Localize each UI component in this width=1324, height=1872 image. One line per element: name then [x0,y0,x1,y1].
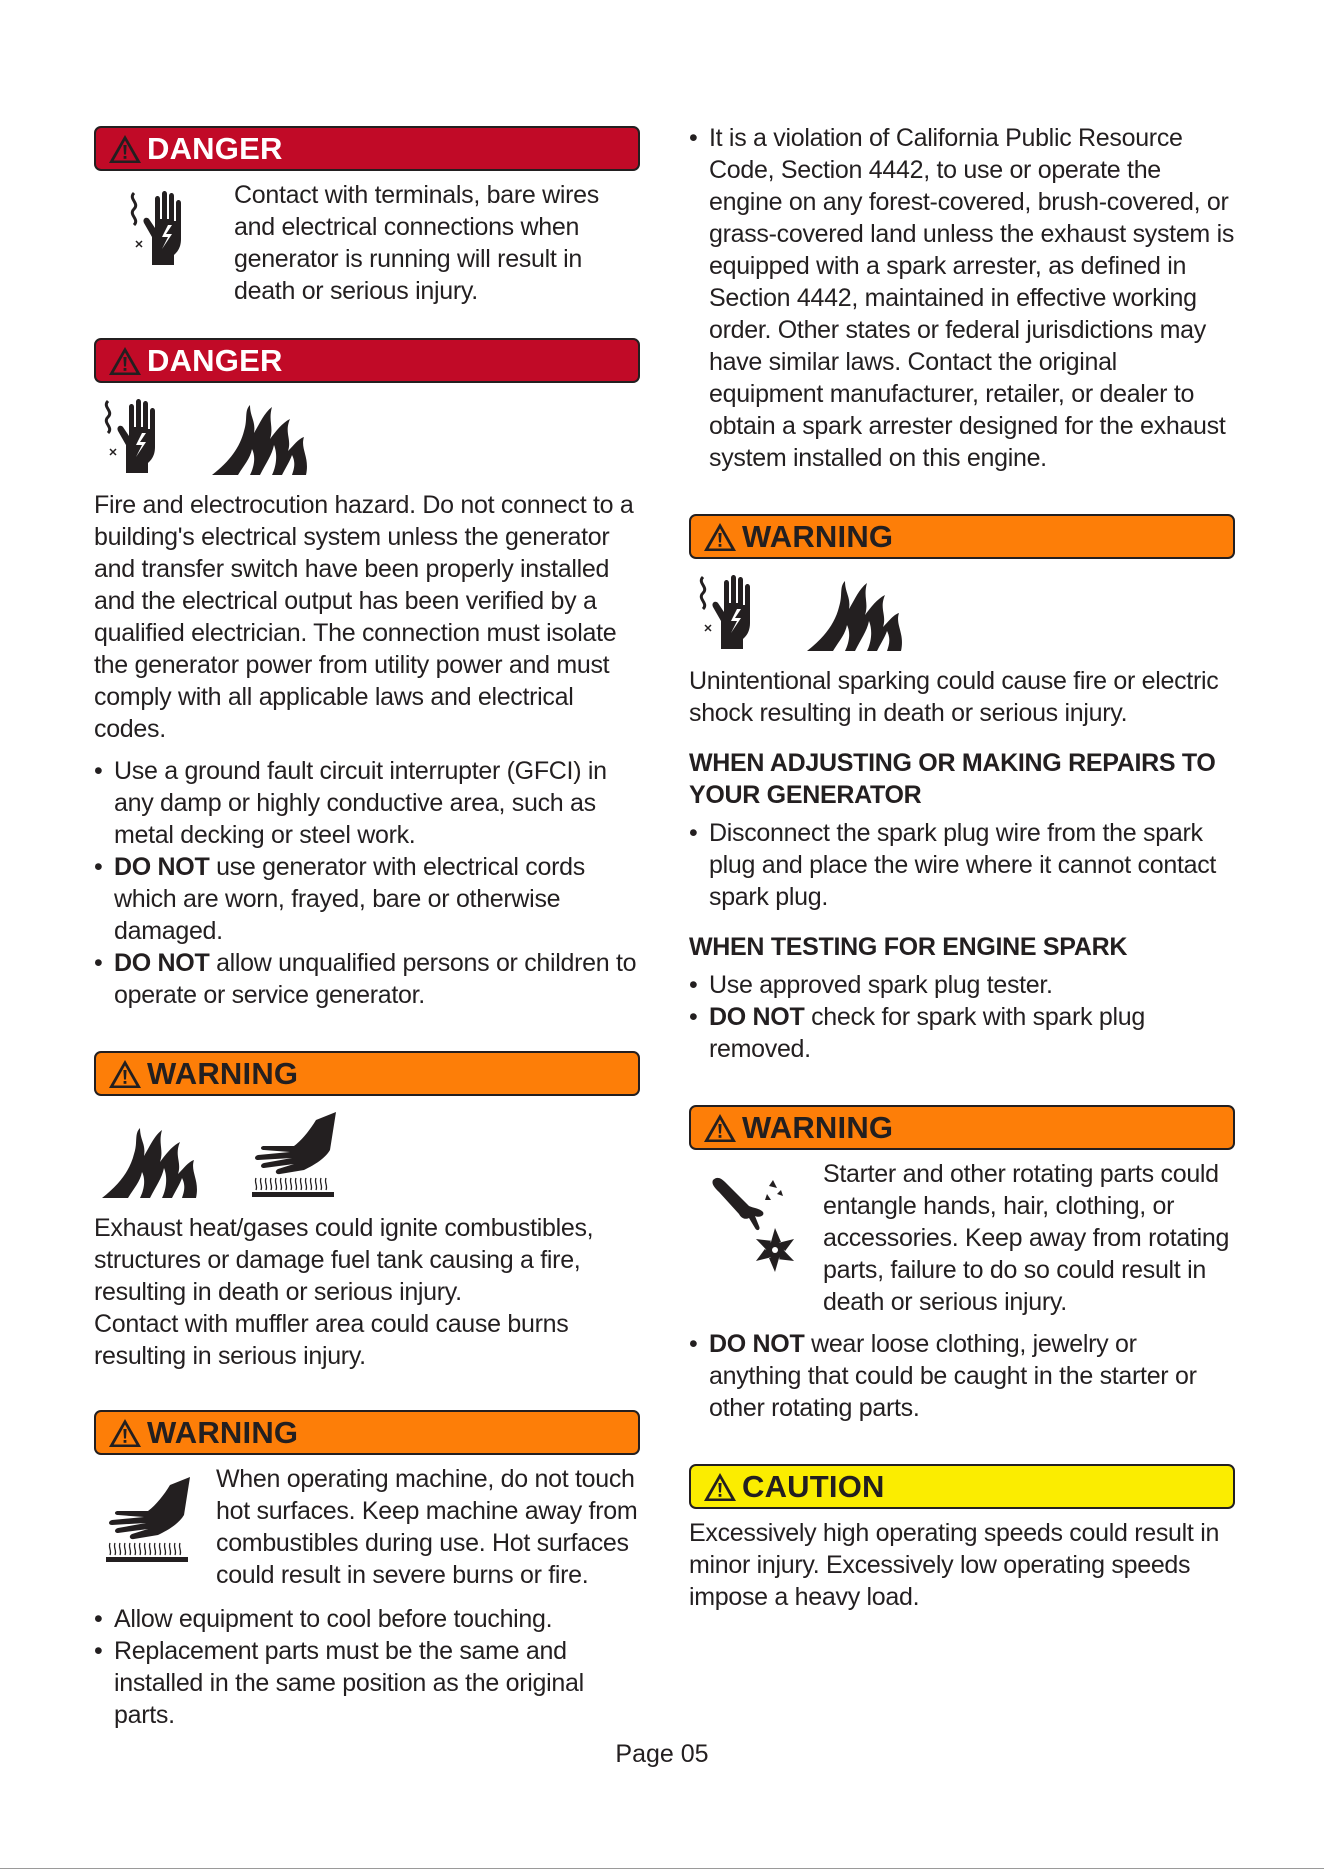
repairs-bullets [689,817,1235,913]
testing-bullets [689,969,1235,1065]
right-column [689,122,1235,1613]
alert-triangle-icon [703,522,737,552]
fire-icon [210,397,320,477]
bullet-gfci: • Use a ground fault circuit interrupter (GFCI) in any damp or highly conductive area, such as metal decking or steel work. [94,755,640,851]
danger-1-text: Contact with terminals, bare wires and electrical connections when generator is running will result in death or serious injury. [234,181,599,305]
warning-banner-1 [94,1051,640,1096]
warning-banner-2 [94,1410,640,1455]
alert-triangle-icon [108,346,142,376]
warning-label-4: WARNING [742,1109,894,1145]
warning-label-3: WARNING [742,518,894,554]
warning-4-body [689,1158,1235,1318]
warning-2-bullets [94,1603,640,1731]
bullet-unqualified-text: allow unqualified persons or children to operate or service generator. [114,949,637,1009]
warning-banner-4 [689,1105,1235,1150]
warning-banner-3 [689,514,1235,559]
hot-surface-hand-icon [104,1475,194,1565]
warning-1-text-2: Contact with muffler area could cause burns resulting in serious injury. [94,1310,569,1370]
bullet-loose-clothing [689,1328,1235,1424]
warning-4-bullets [689,1328,1235,1424]
danger-2-text: Fire and electrocution hazard. Do not connect to a building's electrical system unless the generator and transfer switch have been properly installed and the electrical output has been verified by a qualified electrician. The connection must isolate the generator power from utility power and must comply with all applicable laws and electrical codes. [94,491,634,743]
warning-2-body [94,1463,640,1591]
bullet-cool: • Allow equipment to cool before touching. [94,1603,640,1635]
alert-triangle-icon [703,1472,737,1502]
caution-text: Excessively high operating speeds could result in minor injury. Excessively low operating speeds impose a heavy load. [689,1519,1220,1611]
danger-2-icons [100,397,640,477]
warning-4-text: Starter and other rotating parts could entangle hands, hair, clothing, or accessories. Keep away from rotating parts, failure to do so could result in death or serious injury. [823,1160,1230,1316]
warning-2-text: When operating machine, do not touch hot surfaces. Keep machine away from combustibles during use. Hot surfaces could result in severe burns or fire. [216,1465,638,1589]
electric-shock-hand-icon [695,573,765,653]
bullet-california: • It is a violation of California Public Resource Code, Section 4442, to use or operate the engine on any forest-covered, brush-covered, or grass-covered land unless the exhaust system is equipped with a spark arrester, as defined in Section 4442, maintained in effective working order. Other states or federal jurisdictions may have similar laws. Contact the original equipment manufacturer, retailer, or dealer to obtain a spark arrester designed for the exhaust system installed on this engine. [689,122,1235,474]
bullet-cords-text: use generator with electrical cords which are worn, frayed, bare or otherwise damaged. [114,853,585,945]
alert-triangle-icon [108,1059,142,1089]
do-not-label: DO NOT [709,1003,805,1031]
danger-banner-2 [94,338,640,383]
bullet-unqualified [94,947,640,1011]
danger-banner-1 [94,126,640,171]
bullet-no-spark-text: check for spark with spark plug removed. [709,1003,1145,1063]
heading-testing: WHEN TESTING FOR ENGINE SPARK [689,933,1128,961]
heading-repairs: WHEN ADJUSTING OR MAKING REPAIRS TO YOUR GENERATOR [689,749,1216,809]
page-bottom-rule [0,1868,1324,1869]
bullet-tester: • Use approved spark plug tester. [689,969,1235,1001]
warning-1-icons [100,1110,640,1200]
danger-label-2: DANGER [147,342,283,378]
warning-3-icons [695,573,1235,653]
warning-1-text-1: Exhaust heat/gases could ignite combustibles, structures or damage fuel tank causing a fire, resulting in death or serious injury. [94,1214,594,1306]
page-number: Page 05 [615,1740,709,1768]
danger-2-bullets [94,755,640,1011]
do-not-label: DO NOT [114,949,210,977]
caution-banner [689,1464,1235,1509]
bullet-no-spark [689,1001,1235,1065]
do-not-label: DO NOT [114,853,210,881]
alert-triangle-icon [108,134,142,164]
bullet-cords [94,851,640,947]
hot-surface-hand-icon [250,1110,340,1200]
bullet-replacement: • Replacement parts must be the same and installed in the same position as the original parts. [94,1635,640,1731]
warning-label-2: WARNING [147,1414,299,1450]
alert-triangle-icon [108,1418,142,1448]
bullet-disconnect: • Disconnect the spark plug wire from the spark plug and place the wire where it cannot contact spark plug. [689,817,1235,913]
caution-label: CAUTION [742,1468,885,1504]
left-column [94,126,640,1731]
danger-label-1: DANGER [147,130,283,166]
fire-icon [805,573,915,653]
bullet-loose-clothing-text: wear loose clothing, jewelry or anything that could be caught in the starter or other rotating parts. [709,1330,1197,1422]
do-not-label: DO NOT [709,1330,805,1358]
california-bullets [689,122,1235,474]
electric-shock-hand-icon [126,189,196,269]
alert-triangle-icon [703,1113,737,1143]
warning-label-1: WARNING [147,1055,299,1091]
electric-shock-hand-icon [100,397,170,477]
rotating-parts-entangle-icon [709,1172,799,1272]
danger-1-body [94,179,640,307]
fire-icon [100,1120,210,1200]
warning-3-text: Unintentional sparking could cause fire or electric shock resulting in death or serious injury. [689,667,1219,727]
